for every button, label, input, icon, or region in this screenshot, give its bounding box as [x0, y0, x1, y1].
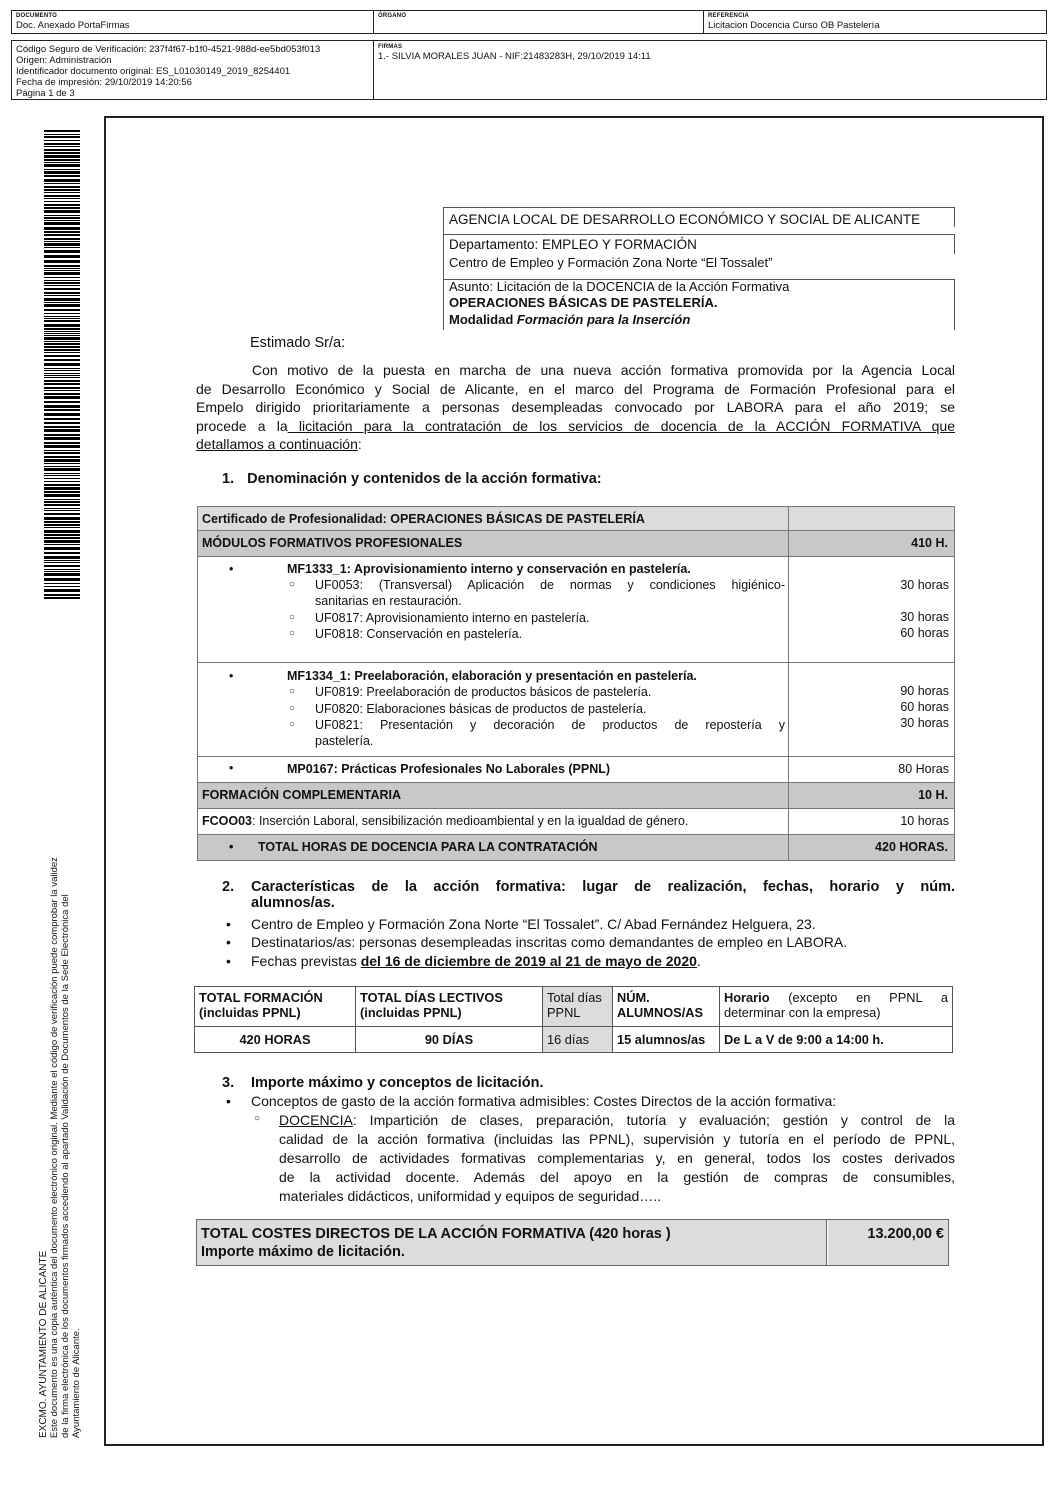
side-text-line: Ayuntamiento de Alicante.: [71, 1328, 82, 1438]
table-row: [198, 557, 955, 663]
table-row: [198, 835, 955, 861]
csv-line: Código Seguro de Verificación: 237f4f67-b1f0-4521-988d-ee5bd053f013: [16, 44, 321, 55]
header-documento-box: [11, 10, 374, 34]
csv-line: Página 1 de 3: [16, 88, 75, 99]
side-text-line: EXCMO. AYUNTAMIENTO DE ALICANTE: [38, 1250, 49, 1438]
header-firmas-box: [373, 40, 1047, 100]
intro-paragraph: Con motivo de la puesta en marcha de una nueva acción formativa promovida por la Agencia Local de Desarrollo Económico y Social de Alicante, en el marco del Programa de Formación Profesional para el Empelo dirigido prioritariamente a personas desempleadas convocado por LABORA para el año 2019; se procede a la licitación para la contratación de los servicios de docencia de la ACCIÓN FORMATIVA que detallamos a continuación:: [196, 362, 955, 452]
firmas-label: FIRMAS: [378, 44, 403, 50]
table-row: [198, 531, 955, 557]
documento-value: Doc. Anexado PortaFirmas: [16, 20, 130, 31]
table-row: [198, 809, 955, 835]
section-2-bullet-3: Fechas previstas del 16 de diciembre de 2019 al 21 de mayo de 2020.: [251, 953, 701, 969]
agency-department: Departamento: EMPLEO Y FORMACIÓN: [449, 237, 697, 252]
total-costes-amount: 13.200,00 €: [867, 1226, 944, 1242]
mf1-hours-cell: 30 horas 30 horas 60 horas: [789, 557, 955, 663]
section-1-heading: 1. Denominación y contenidos de la acción formativa:: [222, 471, 602, 487]
total-cell: • TOTAL HORAS DE DOCENCIA PARA LA CONTRATACIÓN: [198, 835, 789, 861]
section-2-heading: 2. Características de la acción formativa: lugar de realización, fechas, horario y núm. alumnos/as.: [222, 879, 955, 911]
table-row: [195, 987, 953, 1027]
csv-line: Identificador documento original: ES_L01030149_2019_8254401: [16, 66, 291, 77]
alumnos-value: 15 alumnos/as: [613, 1027, 720, 1053]
comp-label: FORMACIÓN COMPLEMENTARIA: [198, 783, 789, 809]
table-row: [198, 783, 955, 809]
total-dias-value: 90 DÍAS: [356, 1027, 543, 1053]
side-legal-text: [38, 768, 82, 1438]
agency-name: AGENCIA LOCAL DE DESARROLLO ECONÓMICO Y SOCIAL DE ALICANTE: [449, 212, 921, 227]
documento-label: DOCUMENTO: [16, 13, 58, 19]
table-row: [198, 507, 955, 531]
dias-ppnl-header: Total días PPNL: [543, 987, 613, 1027]
modulos-label: MÓDULOS FORMATIVOS PROFESIONALES: [198, 531, 789, 557]
greeting: Estimado Sr/a:: [250, 335, 346, 351]
cert-cell: Certificado de Profesionalidad: OPERACIONES BÁSICAS DE PASTELERÍA: [198, 507, 789, 531]
fco-hours: 10 horas: [789, 809, 955, 835]
bullet-icon: •: [226, 934, 231, 950]
modulos-hours: 410 H.: [789, 531, 955, 557]
agency-modalidad: Modalidad Formación para la Inserción: [449, 312, 691, 327]
agency-asunto: Asunto: Licitación de la DOCENCIA de la Acción Formativa: [449, 279, 790, 294]
fco-cell: FCOO03: Inserción Laboral, sensibilización medioambiental y en la igualdad de género.: [198, 809, 789, 835]
mp-cell: • MP0167: Prácticas Profesionales No Laborales (PPNL): [198, 757, 789, 783]
alumnos-header: NÚM. ALUMNOS/AS: [613, 987, 720, 1027]
total-hours: 420 HORAS.: [789, 835, 955, 861]
total-costes-label: TOTAL COSTES DIRECTOS DE LA ACCIÓN FORMATIVA (420 horas ): [201, 1226, 671, 1242]
section-2-bullet-1: Centro de Empleo y Formación Zona Norte “El Tossalet”. C/ Abad Fernández Helguera, 23.: [251, 916, 816, 932]
dias-ppnl-value: 16 días: [543, 1027, 613, 1053]
side-text-line: de la firma electrónica de los documentos firmados accediendo al apartado Validación de Documentos de la Sede Electrónica del: [60, 894, 71, 1438]
table-row: [195, 1027, 953, 1053]
total-costes-box: [196, 1219, 949, 1266]
bullet-icon: •: [226, 953, 231, 969]
mf2-cell: • MF1334_1: Preelaboración, elaboración y presentación en pastelería. ○ UF0819: Preelaboración de productos básicos de pastelería. ○ UF0820: Elaboraciones básicas de productos de pastelería. ○ UF0821: Presentación y decoración de productos de repostería y pastelería.: [198, 663, 789, 757]
total-formacion-header: TOTAL FORMACIÓN (incluidas PPNL): [195, 987, 356, 1027]
firmas-value: 1.- SILVIA MORALES JUAN - NIF:21483283H, 29/10/2019 14:11: [378, 51, 651, 62]
csv-line: Origen: Administración: [16, 55, 112, 66]
agency-centro: Centro de Empleo y Formación Zona Norte “El Tossalet”: [449, 255, 773, 270]
referencia-value: Licitacion Docencia Curso OB Pastelería: [708, 20, 880, 31]
bullet-icon: •: [226, 1093, 231, 1109]
side-text-line: Este documento es una copia auténtica del documento electrónico original. Mediante el código de verificación puede comprobar la validez: [49, 857, 60, 1438]
horario-value: De L a V de 9:00 a 14:00 h.: [720, 1027, 953, 1053]
total-formacion-value: 420 HORAS: [195, 1027, 356, 1053]
schedule-table: [194, 986, 953, 1053]
modules-table: [197, 506, 955, 861]
circle-bullet-icon: ○: [254, 1113, 261, 1124]
agency-box: [443, 207, 955, 330]
docencia-paragraph: DOCENCIA: Impartición de clases, preparación, tutoría y evaluación; gestión y control de la calidad de la acción formativa (incluidas las PPNL), supervisión y tutoría en el período de PPNL, desarrollo de actividades formativas complementarias y, en general, todos los costes derivados de la actividad docente. Además del apoyo en la gestión de compras de consumibles, materiales didácticos, uniformidad y equipos de seguridad…..: [279, 1112, 955, 1204]
table-row: [198, 663, 955, 757]
mp-hours: 80 Horas: [789, 757, 955, 783]
total-dias-header: TOTAL DÍAS LECTIVOS (incluidas PPNL): [356, 987, 543, 1027]
horario-header: Horario (excepto en PPNL a determinar con la empresa): [720, 987, 953, 1027]
header-organo-box: [373, 10, 704, 34]
header-csv-box: [11, 40, 374, 100]
section-2-bullet-2: Destinatarios/as: personas desempleadas inscritas como demandantes de empleo en LABORA.: [251, 934, 848, 950]
csv-line: Fecha de impresión: 29/10/2019 14:20:56: [16, 77, 192, 88]
importe-maximo-label: Importe máximo de licitación.: [201, 1244, 405, 1260]
section-3-bullet-1: Conceptos de gasto de la acción formativa admisibles: Costes Directos de la acción formativa:: [251, 1093, 837, 1109]
mf1-cell: • MF1333_1: Aprovisionamiento interno y conservación en pastelería. ○ UF0053: (Transversal) Aplicación de normas y condiciones higiénico- sanitarias en restauración. ○ UF0817: Aprovisionamiento interno en pastelería. ○ UF0818: Conservación en pastelería.: [198, 557, 789, 663]
section-3-heading: 3. Importe máximo y conceptos de licitación.: [222, 1075, 544, 1091]
table-row: [198, 757, 955, 783]
mf2-hours-cell: 90 horas 60 horas 30 horas: [789, 663, 955, 757]
comp-hours: 10 H.: [789, 783, 955, 809]
organo-label: ÓRGANO: [378, 13, 407, 19]
agency-curso: OPERACIONES BÁSICAS DE PASTELERÍA.: [449, 295, 718, 310]
bullet-icon: •: [226, 916, 231, 932]
header-referencia-box: [703, 10, 1047, 34]
referencia-label: REFERENCIA: [708, 13, 750, 19]
barcode-image: [44, 130, 80, 600]
